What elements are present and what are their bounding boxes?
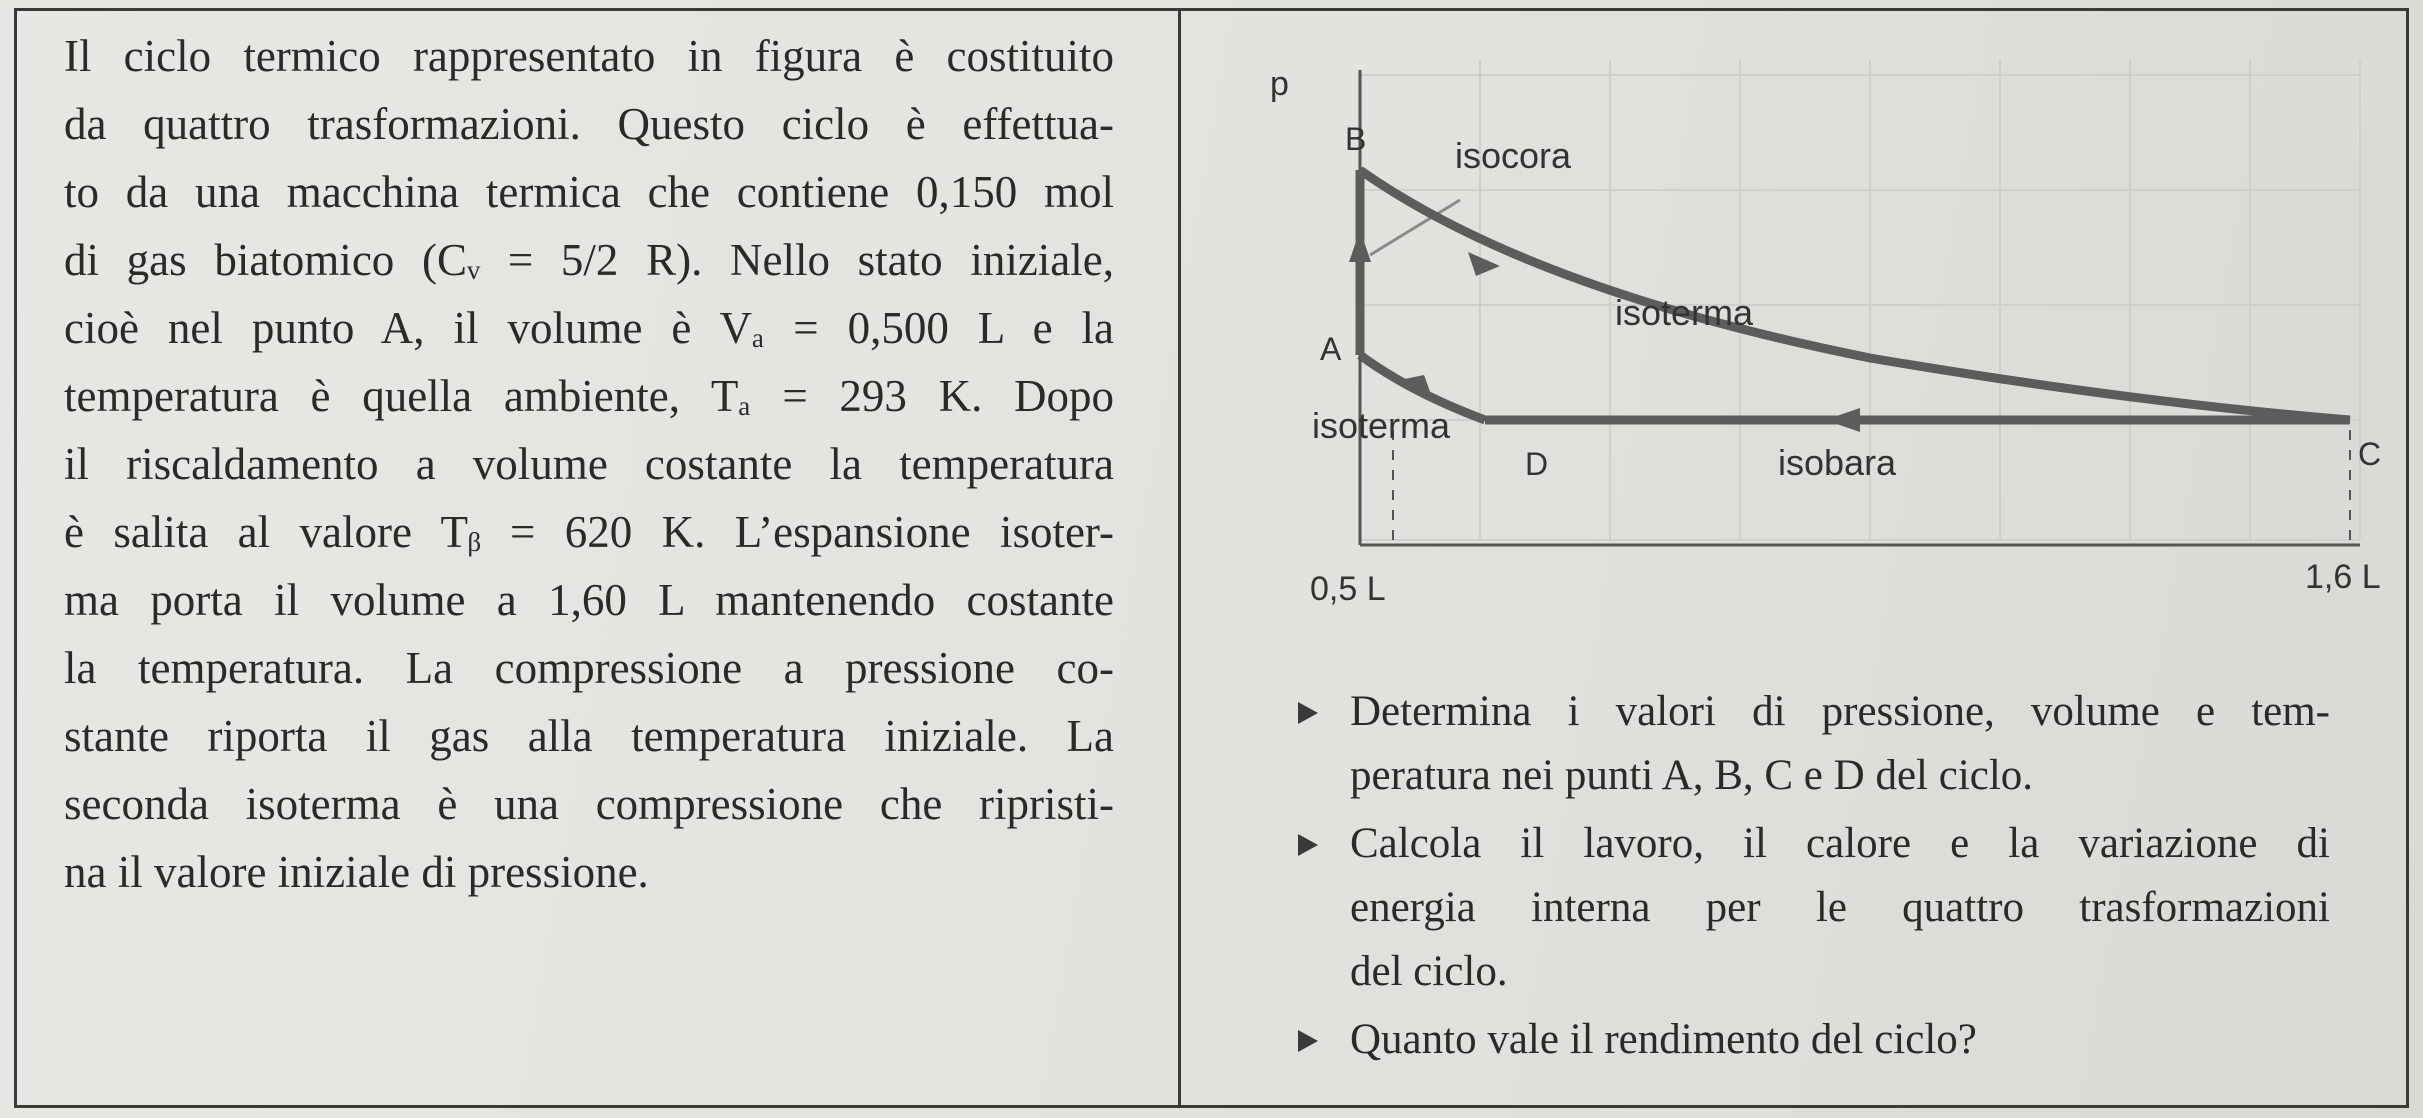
tick-label-v2: 1,6 L (2305, 558, 2381, 596)
tick-label-v1: 0,5 L (1310, 570, 1386, 608)
problem-line: il riscaldamento a volume costante la temperatura (64, 439, 1114, 489)
isochoric-arrow (1349, 230, 1371, 262)
problem-line: è salita al valore Tᵦ = 620 K. L’espansione isoter- (64, 507, 1114, 557)
question-line: peratura nei punti A, B, C e D del ciclo. (1350, 752, 2034, 799)
problem-line: ma porta il volume a 1,60 L mantenendo costante (64, 575, 1114, 625)
isothermal-bc-arrow (1468, 252, 1500, 276)
column-divider (1178, 8, 1181, 1108)
questions-list (1270, 680, 2330, 1072)
question-item (1270, 1008, 2330, 1072)
problem-line: stante riporta il gas alla temperatura iniziale. La (64, 711, 1114, 761)
question-line: Quanto vale il rendimento del ciclo? (1350, 1016, 1977, 1063)
isobara-label: isobara (1778, 442, 1897, 483)
point-a-label: A (1320, 331, 1342, 367)
bullet-triangle-icon (1298, 702, 1318, 724)
isoterma-lower-label: isoterma (1312, 405, 1451, 446)
question-item (1270, 812, 2330, 1004)
problem-line: Il ciclo termico rappresentato in figura è costituito (64, 31, 1114, 81)
problem-line: na il valore iniziale di pressione. (64, 847, 649, 897)
bullet-triangle-icon (1298, 1030, 1318, 1052)
problem-line: da quattro trasformazioni. Questo ciclo è effettua- (64, 99, 1114, 149)
problem-line: temperatura è quella ambiente, Tₐ = 293 K. Dopo (64, 371, 1114, 421)
point-b-label: B (1345, 121, 1367, 157)
isobaric-arrow (1825, 408, 1860, 432)
isoterma-upper-label: isoterma (1615, 292, 1754, 333)
question-line: Determina i valori di pressione, volume e tem- (1350, 688, 2330, 735)
isocora-label: isocora (1455, 135, 1572, 176)
point-d-label: D (1525, 446, 1549, 482)
problem-statement (64, 22, 1114, 906)
question-line: Calcola il lavoro, il calore e la variazione di (1350, 820, 2330, 867)
question-line: energia interna per le quattro trasformazioni (1350, 884, 2330, 931)
isothermal-bc (1360, 170, 2350, 420)
question-line: del ciclo. (1350, 948, 1508, 995)
pv-diagram (1250, 40, 2382, 620)
problem-line: to da una macchina termica che contiene 0,150 mol (64, 167, 1114, 217)
p-axis-label: p (1270, 65, 1289, 103)
bullet-triangle-icon (1298, 834, 1318, 856)
problem-line: seconda isoterma è una compressione che ripristi- (64, 779, 1114, 829)
question-item (1270, 680, 2330, 808)
problem-line: di gas biatomico (Cᵥ = 5/2 R). Nello stato iniziale, (64, 235, 1114, 285)
problem-line: la temperatura. La compressione a pressione co- (64, 643, 1114, 693)
problem-line: cioè nel punto A, il volume è Vₐ = 0,500 L e la (64, 303, 1114, 353)
point-c-label: C (2358, 436, 2382, 472)
